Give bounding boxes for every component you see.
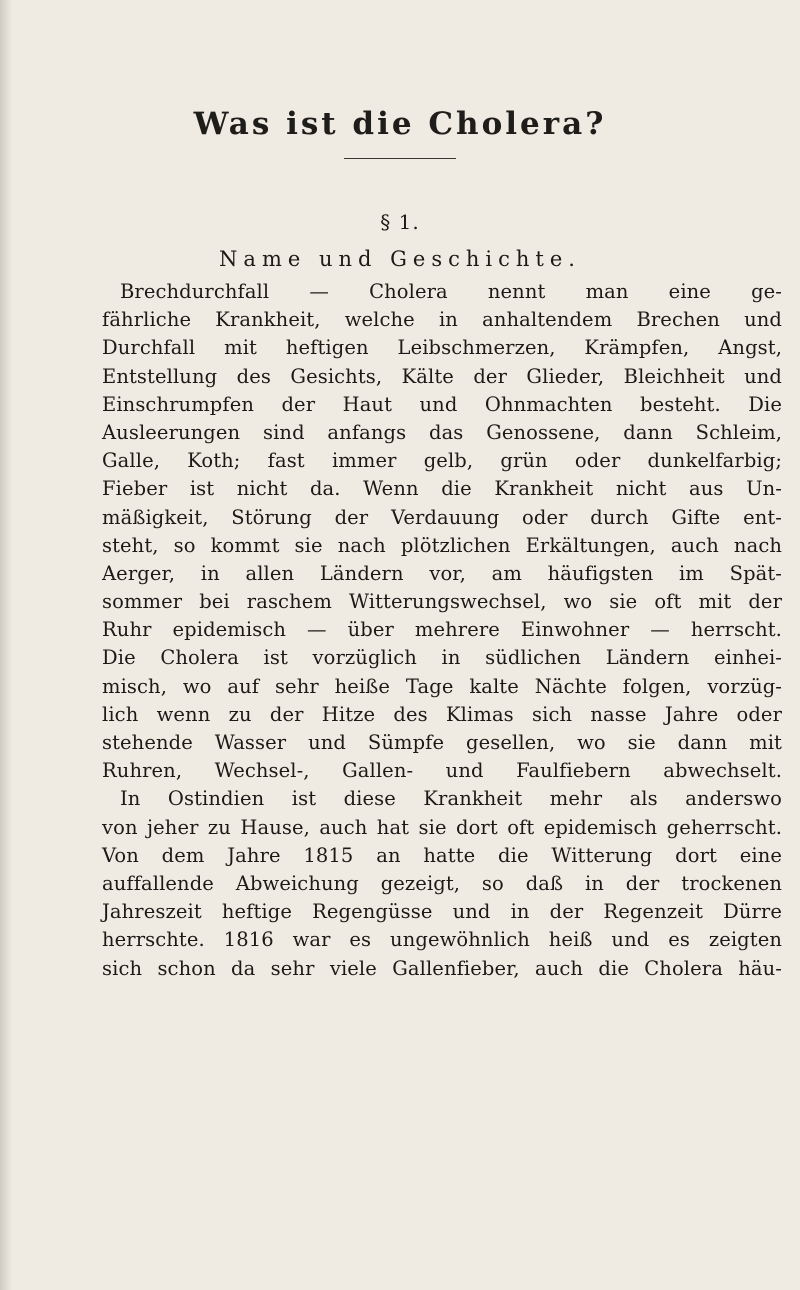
text-line: Galle, Koth; fast immer gelb, grün oder dunkelfarbig; xyxy=(102,449,782,473)
text-line: Ruhr epidemisch — über mehrere Einwohner — herrscht. xyxy=(102,618,782,642)
text-line: Ausleerungen sind anfangs das Genossene, dann Schleim, xyxy=(102,420,782,444)
text-line: steht, so kommt sie nach plötzlichen Erkältungen, auch nach xyxy=(102,533,782,557)
text-line: Entstellung des Gesichts, Kälte der Glieder, Bleichheit und xyxy=(102,364,782,388)
text-line: herrschte. 1816 war es ungewöhnlich heiß und es zeigten xyxy=(102,928,782,952)
text-line: Fieber ist nicht da. Wenn die Krankheit nicht aus Un- xyxy=(102,477,782,501)
section-number: § 1. xyxy=(380,210,420,234)
text-line: sommer bei raschem Witterungswechsel, wo sie oft mit der xyxy=(102,590,782,614)
page-title: Was ist die Cholera? xyxy=(193,106,607,142)
text-line: mäßigkeit, Störung der Verdauung oder durch Gifte ent- xyxy=(102,505,782,529)
text-line: Ruhren, Wechsel-, Gallen- und Faulfiebern abwechselt. xyxy=(102,759,782,783)
text-line: auffallende Abweichung gezeigt, so daß in der trockenen xyxy=(102,871,782,895)
text-line: von jeher zu Hause, auch hat sie dort oft epidemisch geherrscht. xyxy=(102,815,782,839)
text-line: Jahreszeit heftige Regengüsse und in der Regenzeit Dürre xyxy=(102,900,782,924)
text-line: Brechdurchfall — Cholera nennt man eine ge- xyxy=(120,280,782,303)
title-divider xyxy=(344,158,456,159)
text-line: Von dem Jahre 1815 an hatte die Witterung dort eine xyxy=(102,843,782,867)
text-line: misch, wo auf sehr heiße Tage kalte Nächte folgen, vorzüg- xyxy=(102,674,782,698)
body-text xyxy=(102,278,782,983)
text-line: lich wenn zu der Hitze des Klimas sich nasse Jahre oder xyxy=(102,702,782,726)
text-line: Die Cholera ist vorzüglich in südlichen Ländern einhei- xyxy=(102,646,782,670)
text-line: In Ostindien ist diese Krankheit mehr als anderswo xyxy=(120,787,782,811)
text-line: Einschrumpfen der Haut und Ohnmachten besteht. Die xyxy=(102,392,782,416)
section-heading: Name und Geschichte. xyxy=(219,247,581,271)
text-line: Durchfall mit heftigen Leibschmerzen, Krämpfen, Angst, xyxy=(102,336,782,360)
text-line: stehende Wasser und Sümpfe gesellen, wo sie dann mit xyxy=(102,731,782,754)
text-line: sich schon da sehr viele Gallenfieber, auch die Cholera häu- xyxy=(102,956,782,980)
page-edge-shadow xyxy=(0,0,12,1290)
text-line: fährliche Krankheit, welche in anhaltendem Brechen und xyxy=(102,308,782,332)
text-line: Aerger, in allen Ländern vor, am häufigsten im Spät- xyxy=(102,561,782,585)
